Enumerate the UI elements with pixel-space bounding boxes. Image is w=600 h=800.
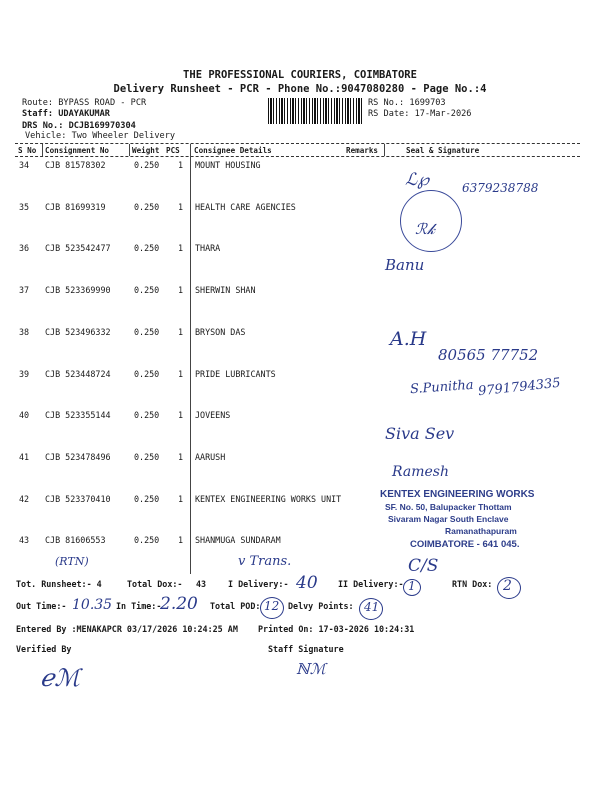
col-weight: Weight [132, 146, 160, 155]
col-divider [129, 144, 130, 156]
table-header-rule [15, 156, 580, 157]
row-sno: 37 [19, 285, 30, 295]
table-top-rule [15, 143, 580, 144]
staff: Staff: UDAYAKUMAR [22, 109, 110, 119]
row-sno: 40 [19, 410, 30, 420]
i-delivery-value: 40 [296, 573, 318, 593]
row-consignee: JOVEENS [195, 410, 231, 420]
entered-by: Entered By :MENAKAPCR 03/17/2026 10:24:25 AM [16, 624, 238, 634]
out-time-value: 10.35 [72, 597, 113, 613]
total-pod-value: 12 [264, 599, 280, 613]
row-consignment: CJB 523496332 [45, 327, 111, 337]
total-pod-label: Total POD: [210, 601, 261, 611]
stamp-line-3: Sivaram Nagar South Enclave [388, 514, 509, 524]
row-consignee: BRYSON DAS [195, 327, 246, 337]
row-pcs: 1 [178, 410, 184, 420]
row-sno: 36 [19, 243, 30, 253]
out-time-label: Out Time:- [16, 601, 67, 611]
handwritten-rtn: (RTN) [55, 555, 89, 568]
row-consignee: MOUNT HOUSING [195, 160, 261, 170]
drs-number: DRS No.: DCJB169970304 [22, 121, 136, 131]
staff-signature: Staff Signature [268, 644, 344, 654]
handwritten-sign-35: ℛ𝓀 [415, 220, 436, 238]
row-weight: 0.250 [134, 452, 160, 462]
handwritten-sign-41: Ramesh [392, 464, 449, 480]
handwritten-phone-34: 6379238788 [462, 181, 539, 195]
row-weight: 0.250 [134, 369, 160, 379]
col-divider [384, 144, 385, 156]
rs-number: RS No.: 1699703 [368, 98, 446, 108]
handwritten-remark-43: v Trans. [238, 554, 292, 569]
row-sno: 42 [19, 494, 30, 504]
col-consignment: Consignment No [45, 146, 110, 155]
printed-on: Printed On: 17-03-2026 10:24:31 [258, 624, 415, 634]
row-sno: 34 [19, 160, 30, 170]
row-consignment: CJB 81606553 [45, 535, 106, 545]
row-sno: 39 [19, 369, 30, 379]
handwritten-phone-39: 9791794335 [477, 375, 562, 400]
col-pcs: PCS [166, 146, 180, 155]
in-time-value: 2.20 [160, 594, 198, 614]
row-pcs: 1 [178, 535, 184, 545]
rtn-dox-label: RTN Dox: [452, 579, 493, 589]
row-pcs: 1 [178, 369, 184, 379]
row-weight: 0.250 [134, 410, 160, 420]
delvy-points-label: Delvy Points: [288, 601, 354, 611]
rs-date: RS Date: 17-Mar-2026 [368, 109, 472, 119]
handwritten-initials-34: ℒ℘ [405, 170, 430, 190]
row-consignment: CJB 81699319 [45, 202, 106, 212]
row-consignment: CJB 523370410 [45, 494, 111, 504]
vehicle: Vehicle: Two Wheeler Delivery [25, 131, 176, 141]
row-pcs: 1 [178, 327, 184, 337]
col-remarks: Remarks [346, 146, 379, 155]
row-consignee: SHANMUGA SUNDARAM [195, 535, 281, 545]
row-consignee: AARUSH [195, 452, 226, 462]
row-consignee: THARA [195, 243, 221, 253]
verifier-signature-icon: ℯℳ [40, 664, 80, 692]
ii-delivery-label: II Delivery:- [338, 579, 404, 589]
row-pcs: 1 [178, 160, 184, 170]
row-weight: 0.250 [134, 327, 160, 337]
handwritten-cs: C/S [408, 556, 439, 576]
company-title: THE PROFESSIONAL COURIERS, COIMBATORE [183, 69, 417, 81]
row-weight: 0.250 [134, 535, 160, 545]
barcode-icon [268, 98, 364, 124]
rtn-dox-value: 2 [503, 578, 512, 594]
row-pcs: 1 [178, 494, 184, 504]
row-consignee: HEALTH CARE AGENCIES [195, 202, 296, 212]
row-weight: 0.250 [134, 160, 160, 170]
stamp-line-4: Ramanathapuram [445, 526, 517, 536]
row-consignee: KENTEX ENGINEERING WORKS UNIT [195, 494, 342, 504]
runsheet-subtitle: Delivery Runsheet - PCR - Phone No.:9047080280 - Page No.:4 [113, 83, 487, 95]
i-delivery-label: I Delivery:- [228, 579, 289, 589]
col-divider [190, 144, 191, 574]
row-consignment: CJB 523478496 [45, 452, 111, 462]
delvy-points-value: 41 [364, 600, 380, 614]
col-sno: S No [18, 146, 37, 155]
row-consignment: CJB 523542477 [45, 243, 111, 253]
row-sno: 41 [19, 452, 30, 462]
row-pcs: 1 [178, 202, 184, 212]
row-pcs: 1 [178, 243, 184, 253]
row-pcs: 1 [178, 452, 184, 462]
row-weight: 0.250 [134, 202, 160, 212]
handwritten-sign-40: Siva Sev [385, 424, 455, 443]
handwritten-sign-38: A.H [390, 328, 427, 350]
staff-signature-icon: ℕℳ [296, 660, 326, 678]
row-consignee: SHERWIN SHAN [195, 285, 256, 295]
col-consignee: Consignee Details [194, 146, 272, 155]
row-pcs: 1 [178, 285, 184, 295]
row-weight: 0.250 [134, 243, 160, 253]
stamp-line-2: SF. No. 50, Balupacker Thottam [385, 502, 512, 512]
handwritten-sign-39: S.Punitha [409, 377, 475, 398]
row-sno: 35 [19, 202, 30, 212]
row-weight: 0.250 [134, 285, 160, 295]
handwritten-sign-36: Banu [385, 256, 425, 274]
in-time-label: In Time:- [116, 601, 162, 611]
row-consignee: PRIDE LUBRICANTS [195, 369, 276, 379]
tot-runsheet: Tot. Runsheet:- 4 [16, 579, 102, 589]
company-stamp: KENTEX ENGINEERING WORKS [380, 489, 535, 500]
route: Route: BYPASS ROAD - PCR [22, 98, 147, 108]
row-consignment: CJB 523369990 [45, 285, 111, 295]
row-weight: 0.250 [134, 494, 160, 504]
verified-by: Verified By [16, 644, 72, 654]
stamp-line-5: COIMBATORE - 641 045. [410, 539, 520, 550]
handwritten-phone-38: 80565 77752 [438, 346, 539, 364]
row-consignment: CJB 523355144 [45, 410, 111, 420]
total-dox-label: Total Dox:- [127, 579, 183, 589]
row-sno: 38 [19, 327, 30, 337]
col-seal: Seal & Signature [406, 146, 480, 155]
row-sno: 43 [19, 535, 30, 545]
col-divider [42, 144, 43, 156]
row-consignment: CJB 523448724 [45, 369, 111, 379]
total-dox-value: 43 [196, 579, 207, 589]
ii-delivery-value: 1 [408, 579, 416, 593]
row-consignment: CJB 81578302 [45, 160, 106, 170]
